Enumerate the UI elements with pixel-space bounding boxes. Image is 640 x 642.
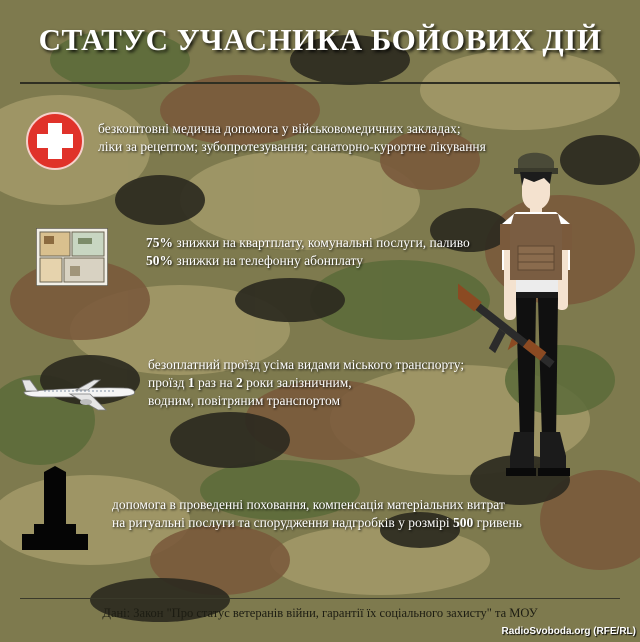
benefit-line	[146, 252, 470, 270]
years-count: 2	[235, 375, 243, 390]
soldier-illustration	[458, 150, 608, 495]
medical-cross-icon	[26, 112, 84, 170]
benefit-text: знижки на квартплату, комунальні послуги, паливо	[173, 235, 470, 250]
credit: RadioSvoboda.org (RFE/RL)	[501, 626, 636, 637]
page-title: СТАТУС УЧАСНИКА БОЙОВИХ ДІЙ	[38, 22, 602, 57]
benefit-line: безоплатний проїзд усіма видами міського транспорту;	[148, 357, 465, 372]
benefit-line: на ритуальні послуги та спорудження надгробків у розмірі 500 гривень	[112, 515, 522, 530]
benefit-medical	[98, 120, 486, 156]
gravestone-icon	[22, 466, 88, 550]
benefit-line: проїзд 1 раз на 2 роки залізничним,	[148, 375, 352, 390]
benefit-line: водним, повітряним транспортом	[148, 393, 341, 408]
benefit-funeral	[112, 496, 522, 532]
trip-count: 1	[187, 375, 195, 390]
title-divider	[20, 82, 620, 84]
benefit-text: знижки на телефонну абонплату	[173, 253, 364, 268]
benefit-transport	[148, 356, 464, 410]
benefit-line: допомога в проведенні поховання, компенсація матеріальних витрат	[112, 497, 505, 512]
benefit-line: ліки за рецептом; зубопротезування; санаторно-курортне лікування	[98, 139, 486, 154]
airplane-icon	[20, 372, 138, 414]
apartment-plan-icon	[36, 228, 108, 286]
source-note: Дані: Закон "Про статус ветеранів війни, гарантії їх соціального захисту" та МОУ	[102, 606, 538, 620]
discount-value: 75%	[146, 235, 173, 250]
footer-divider	[20, 598, 620, 599]
benefit-utilities	[146, 234, 470, 270]
discount-value: 50%	[146, 253, 173, 268]
amount-value: 500	[453, 515, 474, 530]
benefit-line	[146, 234, 470, 252]
benefit-line: безкоштовні медична допомога у військовомедичних закладах;	[98, 121, 461, 136]
